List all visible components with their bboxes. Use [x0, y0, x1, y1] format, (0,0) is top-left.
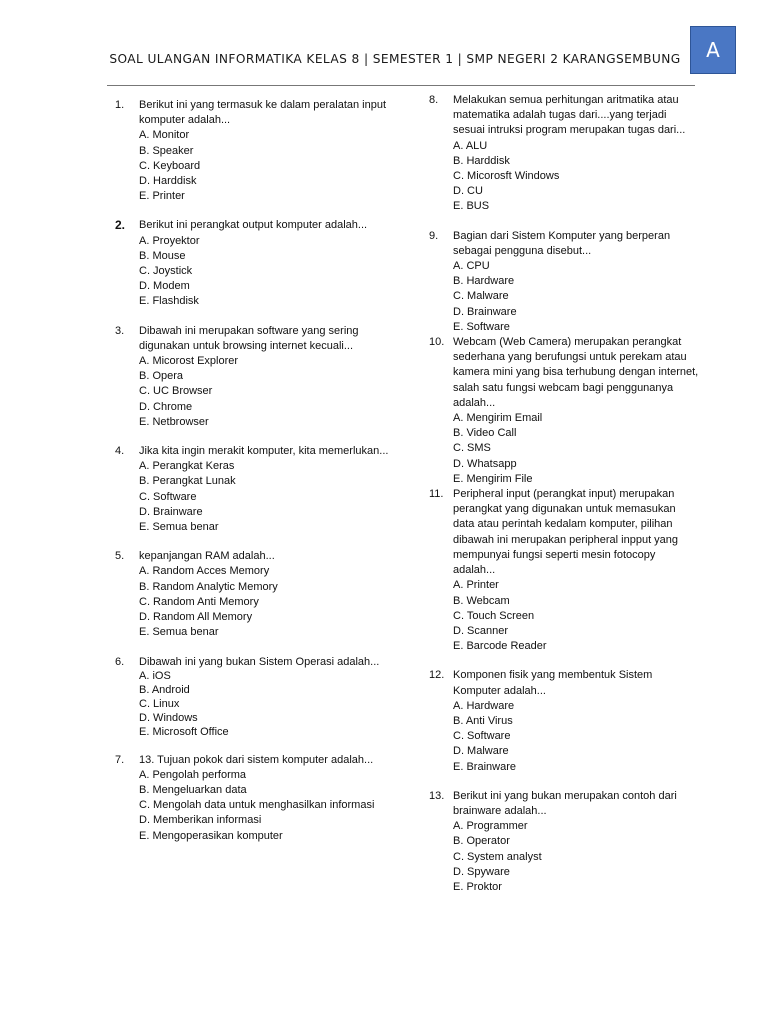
answer-option: A. Printer — [453, 579, 499, 592]
answer-option: E. Barcode Reader — [453, 640, 547, 653]
question-number: 10. — [429, 336, 445, 349]
answer-option: A. Programmer — [453, 820, 528, 833]
answer-option: E. Mengirim File — [453, 472, 533, 485]
question-text: Berikut ini yang bukan merupakan contoh dari brainware adalah... — [453, 789, 677, 817]
answer-option: D. Brainware — [139, 505, 203, 518]
answer-option: A. Perangkat Keras — [139, 460, 235, 473]
answer-option: E. Microsoft Office — [139, 725, 229, 738]
answer-option: A. Proyektor — [139, 234, 200, 247]
answer-option: C. SMS — [453, 442, 491, 455]
question-text: Bagian dari Sistem Komputer yang berperan sebagai pengguna disebut... — [453, 229, 671, 257]
question-13 — [429, 789, 699, 895]
question-text: Peripheral input (perangkat input) merupakan perangkat yang digunakan untuk memasukan data atau perintah kedalam komputer, pilihan dibawah ini merupakan peripheral inpput yang mempunyai fungsi seperti mesin fotocopy adalah... — [453, 488, 679, 577]
answer-option: C. Malware — [453, 290, 509, 303]
answer-option: E. Mengoperasikan komputer — [139, 829, 283, 842]
header-divider — [107, 85, 695, 86]
question-text: Berikut ini yang termasuk ke dalam peralatan input komputer adalah... — [139, 99, 387, 127]
answer-option: B. Webcam — [453, 594, 510, 607]
answer-option: C. Random Anti Memory — [139, 595, 259, 608]
question-9 — [429, 229, 699, 335]
question-number: 5. — [115, 550, 125, 563]
question-5 — [115, 549, 405, 640]
exam-version-badge: A — [690, 26, 736, 74]
question-number: 11. — [429, 488, 444, 501]
answer-option: E. Software — [453, 320, 510, 333]
answer-option: C. Mengolah data untuk menghasilkan informasi — [139, 799, 375, 812]
answer-option: A. CPU — [453, 260, 490, 273]
answer-option: B. Opera — [139, 370, 184, 383]
answer-option: E. Flashdisk — [139, 295, 199, 308]
question-column-right — [429, 93, 699, 895]
answer-option: C. Touch Screen — [453, 609, 535, 622]
answer-option: D. Chrome — [139, 400, 193, 413]
answer-option: D. Harddisk — [139, 175, 197, 188]
answer-option: B. Hardware — [453, 275, 515, 288]
question-number: 13. — [429, 789, 445, 802]
answer-option: D. CU — [453, 185, 483, 198]
question-text: Komponen fisik yang membentuk Sistem Komputer adalah... — [453, 669, 653, 697]
question-number: 3. — [115, 324, 125, 337]
question-4 — [115, 444, 405, 535]
question-column-left — [115, 98, 405, 844]
question-3 — [115, 324, 405, 430]
answer-option: E. BUS — [453, 200, 490, 213]
answer-option: D. Windows — [139, 711, 198, 724]
answer-option: C. UC Browser — [139, 385, 213, 398]
answer-option: D. Brainware — [453, 305, 517, 318]
answer-option: C. Micorosft Windows — [453, 170, 560, 183]
question-number: 9. — [429, 229, 439, 242]
question-text: Berikut ini perangkat output komputer adalah... — [139, 219, 368, 232]
question-number: 4. — [115, 445, 125, 458]
question-11 — [429, 487, 699, 654]
answer-option: B. Random Analytic Memory — [139, 580, 278, 593]
answer-option: C. Joystick — [139, 265, 193, 278]
answer-option: B. Operator — [453, 835, 510, 848]
answer-option: E. Brainware — [453, 760, 516, 773]
question-2 — [115, 218, 405, 309]
question-number: 1. — [115, 99, 125, 111]
answer-option: C. Linux — [139, 697, 180, 710]
page-title: SOAL ULANGAN INFORMATIKA KELAS 8 | SEMESTER 1 | SMP NEGERI 2 KARANGSEMBUNG — [109, 52, 681, 66]
answer-option: E. Printer — [139, 190, 185, 203]
question-7 — [115, 753, 405, 844]
answer-option: A. Random Acces Memory — [139, 565, 270, 578]
answer-option: B. Speaker — [139, 144, 194, 157]
answer-option: D. Malware — [453, 745, 509, 758]
answer-option: A. Micorost Explorer — [139, 355, 239, 368]
answer-option: D. Spyware — [453, 865, 510, 878]
answer-option: B. Harddisk — [453, 154, 510, 167]
question-1 — [115, 98, 405, 204]
answer-option: A. iOS — [139, 669, 171, 682]
answer-option: B. Video Call — [453, 427, 517, 440]
answer-option: C. Software — [453, 730, 511, 743]
answer-option: A. ALU — [453, 139, 488, 152]
question-text: Webcam (Web Camera) merupakan perangkat sederhana yang berufungsi untuk perekam atau kamera mini yang bisa terhubung dengan internet, salah satu fungsi webcam bagi penggunanya adalah... — [453, 336, 699, 409]
answer-option: A. Monitor — [139, 129, 190, 142]
question-number: 6. — [115, 655, 125, 668]
answer-option: B. Android — [139, 683, 190, 696]
question-text: Dibawah ini yang bukan Sistem Operasi adalah... — [139, 655, 380, 668]
question-number: 2. — [115, 218, 126, 233]
answer-option: D. Scanner — [453, 624, 509, 637]
answer-option: B. Mengeluarkan data — [139, 783, 247, 796]
question-10 — [429, 335, 699, 487]
question-number: 12. — [429, 669, 445, 682]
question-text: kepanjangan RAM adalah... — [139, 550, 275, 563]
question-12 — [429, 668, 699, 774]
question-6 — [115, 655, 405, 739]
answer-option: D. Memberikan informasi — [139, 814, 262, 827]
answer-option: B. Perangkat Lunak — [139, 475, 236, 488]
question-text: 13. Tujuan pokok dari sistem komputer adalah... — [139, 753, 374, 766]
answer-option: B. Mouse — [139, 249, 186, 262]
question-8 — [429, 93, 699, 215]
answer-option: A. Hardware — [453, 699, 515, 712]
answer-option: D. Whatsapp — [453, 457, 517, 470]
answer-option: D. Modem — [139, 280, 190, 293]
question-number: 7. — [115, 753, 125, 766]
answer-option: B. Anti Virus — [453, 714, 513, 727]
answer-option: C. System analyst — [453, 850, 542, 863]
answer-option: A. Mengirim Email — [453, 412, 543, 425]
answer-option: E. Semua benar — [139, 626, 219, 639]
question-text: Jika kita ingin merakit komputer, kita memerlukan... — [139, 445, 389, 458]
answer-option: E. Semua benar — [139, 521, 219, 534]
question-text: Melakukan semua perhitungan aritmatika atau matematika adalah tugas dari....yang terjadi sesuai intruksi program merupakan tugas dari... — [453, 94, 686, 137]
question-number: 8. — [429, 94, 439, 106]
answer-option: D. Random All Memory — [139, 611, 253, 624]
answer-option: C. Software — [139, 490, 197, 503]
answer-option: E. Netbrowser — [139, 415, 209, 428]
answer-option: E. Proktor — [453, 880, 502, 893]
question-text: Dibawah ini merupakan software yang sering digunakan untuk browsing internet kecuali... — [139, 324, 359, 352]
answer-option: A. Pengolah performa — [139, 768, 247, 781]
answer-option: C. Keyboard — [139, 159, 201, 172]
